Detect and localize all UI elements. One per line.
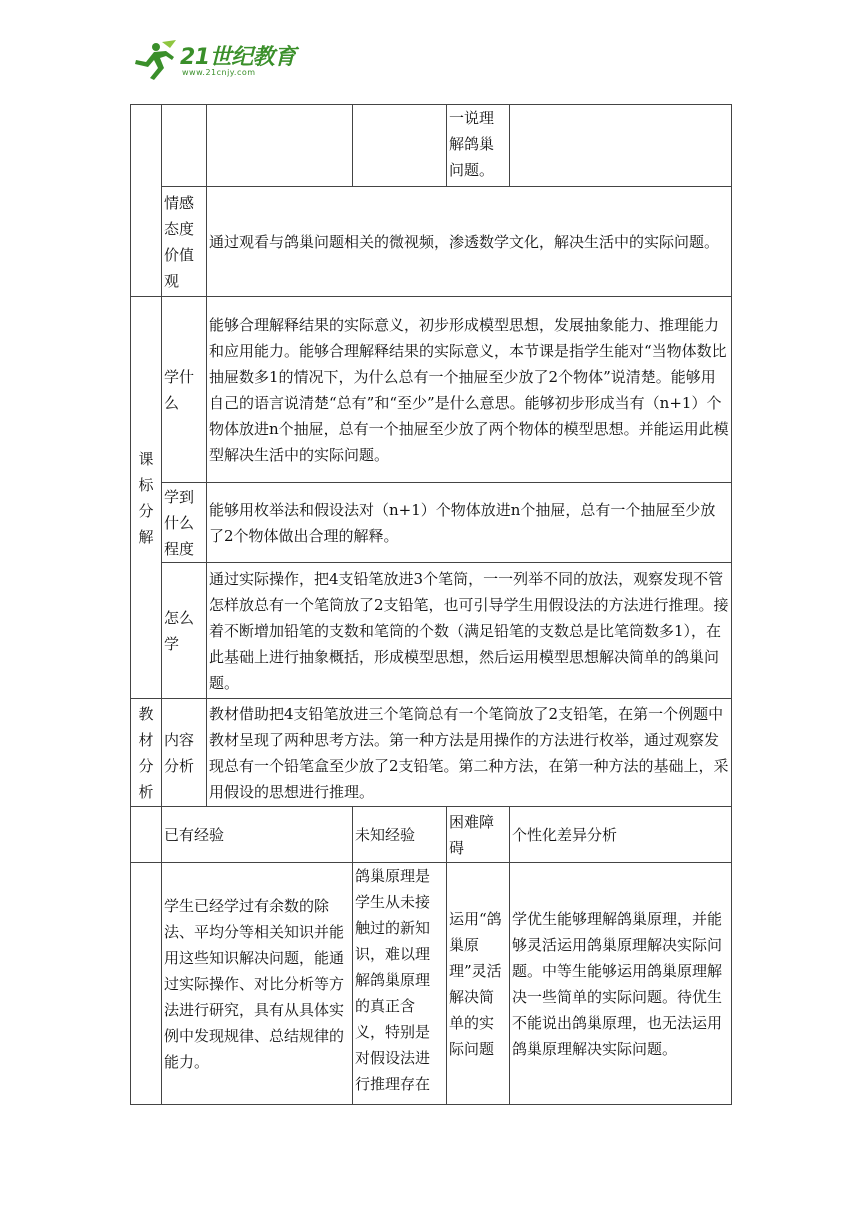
analysis-personal: 学优生能够理解鸽巢原理，并能够灵活运用鸽巢原理解决实际问题。中等生能够运用鸽巢原理解决一些简单的实际问题。待优生不能说出鸽巢原理，也无法运用鸽巢原理解决实际问题。 [510, 863, 732, 1105]
analysis-difficulty: 运用“鸽巢原理”灵活解决简单的实际问题 [447, 863, 510, 1105]
continuation-text: 一说理解鸽巢问题。 [447, 105, 510, 187]
degree-label: 学到什么程度 [162, 483, 207, 563]
logo [132, 38, 302, 84]
how-label: 怎么学 [162, 563, 207, 699]
lesson-analysis-table [130, 104, 732, 1105]
curriculum-how-row [131, 563, 732, 699]
header-personal: 个性化差异分析 [510, 807, 732, 863]
logo-url: www.21cnjy.com [182, 68, 256, 77]
curriculum-degree-row [131, 483, 732, 563]
empty-cell [162, 105, 207, 187]
empty-cell [131, 105, 162, 297]
continuation-row [131, 105, 732, 187]
textbook-text: 教材借助把4支铅笔放进三个笔筒总有一个笔筒放了2支铅笔，在第一个例题中教材呈现了两种思考方法。第一种方法是用操作的方法进行枚举，通过观察发现总有一个铅笔盒至少放了2支铅笔。第二种方法，在第一种方法的基础上，采用假设的思想进行推理。 [207, 699, 732, 807]
emotion-label: 情感态度价值观 [162, 187, 207, 297]
textbook-row [131, 699, 732, 807]
curriculum-what-row [131, 297, 732, 483]
logo-text: 21世纪教育 [180, 45, 296, 70]
empty-cell [131, 807, 162, 863]
what-text: 能够合理解释结果的实际意义，初步形成模型思想，发展抽象能力、推理能力和应用能力。能够合理解释结果的实际意义，本节课是指学生能对“当物体数比抽屉数多1的情况下，为什么总有一个抽屉至少放了2个物体”说清楚。能够用自己的语言说清楚“总有”和“至少”是什么意思。能够初步形成当有（n+1）个物体放进n个抽屉，总有一个抽屉至少放了两个物体的模型思想。并能运用此模型解决生活中的实际问题。 [207, 297, 732, 483]
curriculum-label: 课 标 分 解 [131, 297, 162, 699]
header-known: 已有经验 [162, 807, 353, 863]
emotion-text: 通过观看与鸽巢问题相关的微视频，渗透数学文化，解决生活中的实际问题。 [207, 187, 732, 297]
analysis-known: 学生已经学过有余数的除法、平均分等相关知识并能用这些知识解决问题，能通过实际操作、对比分析等方法进行研究，具有从具体实例中发现规律、总结规律的能力。 [162, 863, 353, 1105]
empty-cell [510, 105, 732, 187]
analysis-unknown: 鸽巢原理是学生从未接触过的新知识，难以理解鸽巢原理的真正含义，特别是对假设法进行推理存在 [353, 863, 447, 1105]
how-text: 通过实际操作，把4支铅笔放进3个笔筒，一一列举不同的放法，观察发现不管怎样放总有一个笔筒放了2支铅笔，也可引导学生用假设法的方法进行推理。接着不断增加铅笔的支数和笔筒的个数（满足铅笔的支数总是比笔筒数多1），在此基础上进行抽象概括，形成模型思想，然后运用模型思想解决简单的鸽巢问题。 [207, 563, 732, 699]
header-difficulty: 困难障碍 [447, 807, 510, 863]
empty-cell [207, 105, 353, 187]
textbook-sub-label: 内容分析 [162, 699, 207, 807]
empty-cell [353, 105, 447, 187]
analysis-row [131, 863, 732, 1105]
analysis-header-row [131, 807, 732, 863]
textbook-label: 教 材 分 析 [131, 699, 162, 807]
degree-text: 能够用枚举法和假设法对（n+1）个物体放进n个抽屉，总有一个抽屉至少放了2个物体做出合理的解释。 [207, 483, 732, 563]
what-label: 学什么 [162, 297, 207, 483]
emotion-row [131, 187, 732, 297]
empty-cell [131, 863, 162, 1105]
header-unknown: 未知经验 [353, 807, 447, 863]
runner-logo-icon [132, 38, 180, 82]
